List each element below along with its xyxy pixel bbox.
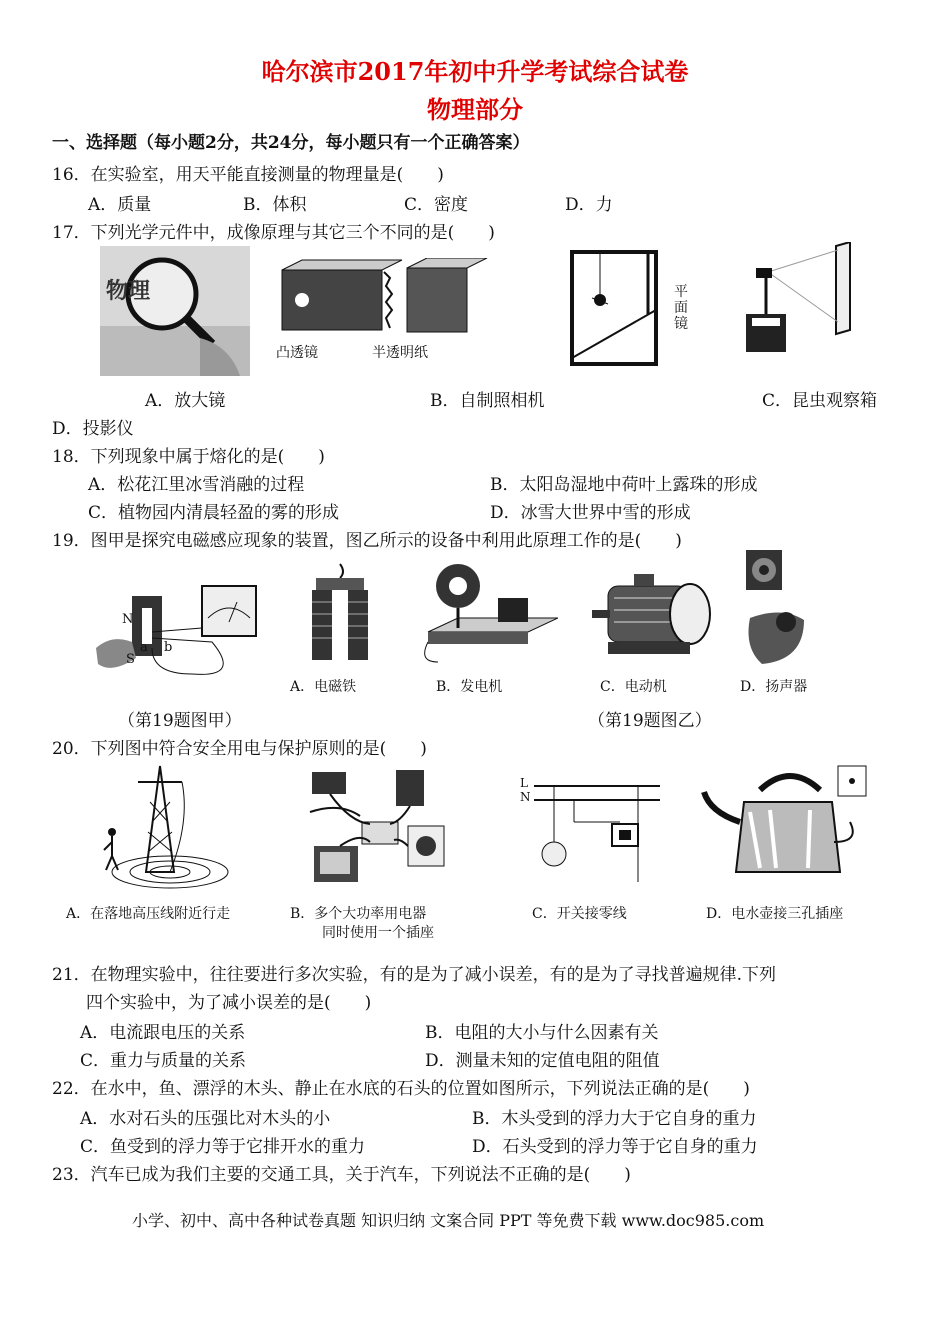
q22-option-a: A．水对石头的压强比对木头的小 (80, 1109, 331, 1129)
translucent-paper-label: 半透明纸 (372, 345, 428, 361)
q20-option-b-line2: 同时使用一个插座 (322, 925, 434, 941)
q21-option-d: D．测量未知的定值电阻的阻值 (425, 1051, 660, 1071)
q20-option-c: C．开关接零线 (532, 906, 627, 922)
q19-option-b: B．发电机 (436, 679, 503, 695)
q17-option-d: D．投影仪 (52, 419, 134, 439)
q20-stem: 20．下列图中符合安全用电与保护原则的是( ) (52, 739, 427, 759)
q18-option-d: D．冰雪大世界中雪的形成 (490, 503, 691, 523)
q21-option-b: B．电阻的大小与什么因素有关 (425, 1023, 659, 1043)
q22-stem: 22．在水中，鱼、漂浮的木头、静止在水底的石头的位置如图所示，下列说法正确的是( ) (52, 1079, 750, 1099)
q22-option-b: B．木头受到的浮力大于它自身的重力 (472, 1109, 757, 1129)
q19-option-c: C．电动机 (600, 679, 667, 695)
electromagnet-figure (300, 562, 380, 672)
power-line-figure (90, 762, 230, 892)
q20-option-b: B．多个大功率用电器 (290, 906, 427, 922)
q20-option-d: D．电水壶接三孔插座 (706, 906, 844, 922)
induction-apparatus-figure (92, 578, 270, 678)
neutral-wire-label: N (520, 790, 531, 804)
q22-option-c: C．鱼受到的浮力等于它排开水的重力 (80, 1137, 366, 1157)
wire-b-label: b (164, 640, 173, 655)
q22-option-d: D．石头受到的浮力等于它自身的重力 (472, 1137, 758, 1157)
pole-n-label: N (122, 612, 134, 627)
q16-option-d: D．力 (565, 195, 613, 215)
q19-stem: 19．图甲是探究电磁感应现象的装置，图乙所示的设备中利用此原理工作的是( ) (52, 531, 682, 551)
loudspeaker-figure (742, 548, 812, 668)
page-title: 哈尔滨市2017年初中升学考试综合试卷 (261, 57, 689, 86)
q19-option-a: A．电磁铁 (290, 679, 357, 695)
q18-option-b: B．太阳岛湿地中荷叶上露珠的形成 (490, 475, 758, 495)
q16-stem: 16．在实验室，用天平能直接测量的物理量是( ) (52, 165, 444, 185)
electric-motor-figure (588, 570, 718, 665)
q21-stem-line2: 四个实验中，为了减小误差的是( ) (86, 993, 372, 1013)
q16-option-b: B．体积 (243, 195, 307, 215)
q21-option-c: C．重力与质量的关系 (80, 1051, 247, 1071)
q19-caption-yi: （第19题图乙） (588, 711, 712, 731)
magnifier-word: 物理 (106, 278, 151, 304)
kettle-figure (700, 762, 870, 887)
q19-option-d: D．扬声器 (740, 679, 808, 695)
overloaded-socket-figure (300, 762, 450, 890)
q17-option-b: B．自制照相机 (430, 391, 545, 411)
magnifier-figure (100, 246, 250, 376)
q21-option-a: A．电流跟电压的关系 (80, 1023, 246, 1043)
q17-stem: 17．下列光学元件中，成像原理与其它三个不同的是( ) (52, 223, 495, 243)
q16-option-c: C．密度 (404, 195, 469, 215)
generator-figure (418, 562, 558, 667)
section-heading: 一、选择题（每小题2分，共24分，每小题只有一个正确答案） (52, 133, 530, 153)
footer-text: 小学、初中、高中各种试卷真题 知识归纳 文案合同 PPT 等免费下载 www.doc985.com (132, 1211, 765, 1230)
q18-stem: 18．下列现象中属于熔化的是( ) (52, 447, 325, 467)
pinhole-camera-figure (272, 258, 492, 363)
wire-a-label: a (140, 640, 148, 655)
q18-option-a: A．松花江里冰雪消融的过程 (88, 475, 305, 495)
page-subtitle: 物理部分 (427, 95, 523, 124)
q19-caption-jia: （第19题图甲） (118, 711, 242, 731)
live-wire-label: L (520, 776, 528, 790)
q20-option-a: A．在落地高压线附近行走 (66, 906, 231, 922)
q17-option-c: C．昆虫观察箱 (762, 391, 878, 411)
convex-lens-label: 凸透镜 (276, 345, 318, 361)
plane-mirror-label: 平面镜 (674, 284, 688, 332)
insect-box-figure (570, 250, 700, 368)
q21-stem: 21．在物理实验中，往往要进行多次实验，有的是为了减小误差，有的是为了寻找普遍规律.下列 (52, 965, 777, 985)
q18-option-c: C．植物园内清晨轻盈的雾的形成 (88, 503, 340, 523)
q23-stem: 23．汽车已成为我们主要的交通工具，关于汽车，下列说法不正确的是( ) (52, 1165, 631, 1185)
pole-s-label: S (126, 652, 135, 667)
q16-option-a: A．质量 (88, 195, 152, 215)
q17-option-a: A．放大镜 (145, 391, 226, 411)
projector-figure (738, 242, 858, 362)
switch-circuit-figure (520, 772, 660, 887)
